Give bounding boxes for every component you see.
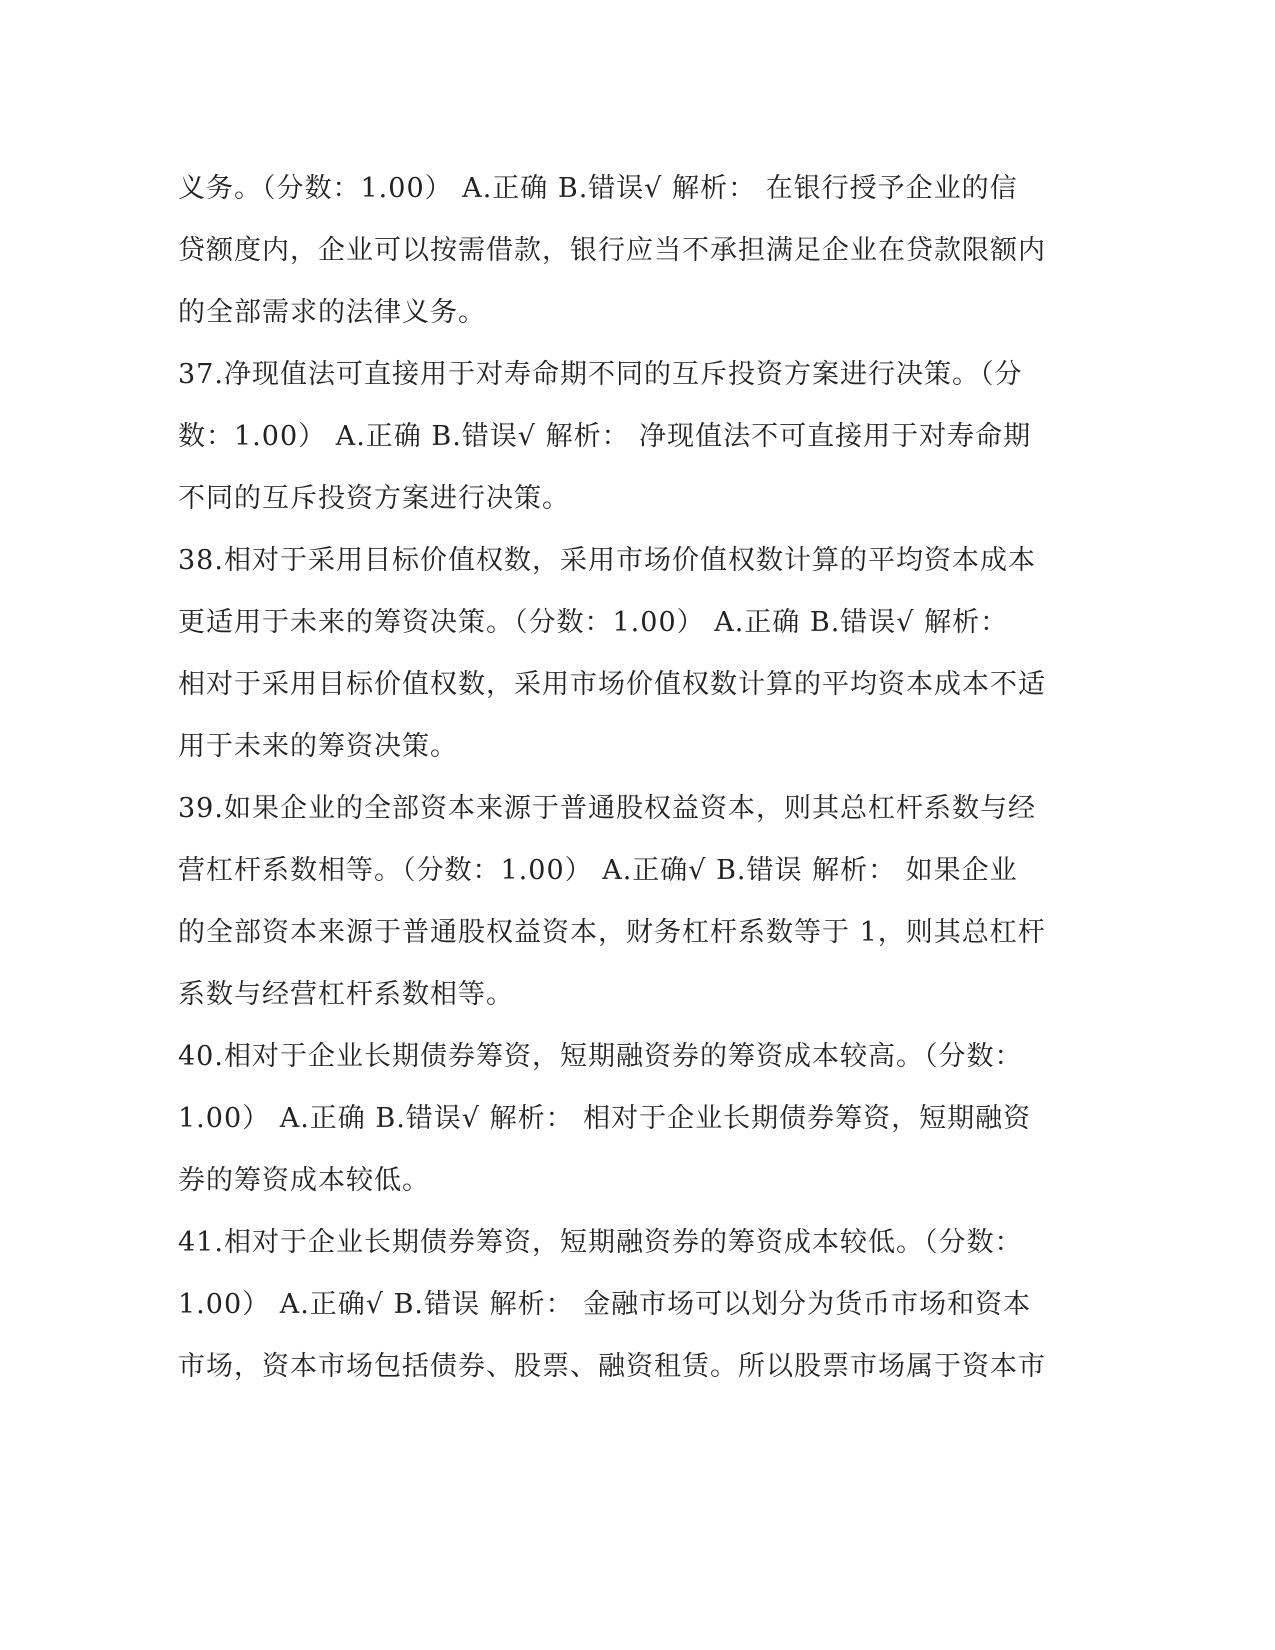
document-body xyxy=(178,158,1058,1398)
text-line: 券的筹资成本较低。 xyxy=(178,1165,430,1196)
text-line: 39.如果企业的全部资本来源于普通股权益资本，则其总杠杆系数与经 xyxy=(178,793,1036,824)
text-line: 40.相对于企业长期债券筹资，短期融资券的筹资成本较高。（分数： xyxy=(178,1041,1023,1072)
text-line: 37.净现值法可直接用于对寿命期不同的互斥投资方案进行决策。（分 xyxy=(178,359,1023,390)
text-line: 用于未来的筹资决策。 xyxy=(178,731,458,762)
text-line: 1.00） A.正确 B.错误√ 解析： 相对于企业长期债券筹资，短期融资 xyxy=(178,1103,1032,1134)
text-line: 义务。（分数：1.00） A.正确 B.错误√ 解析： 在银行授予企业的信 xyxy=(178,173,1018,204)
text-line: 相对于采用目标价值权数，采用市场价值权数计算的平均资本成本不适 xyxy=(178,669,1046,700)
text-line: 市场，资本市场包括债券、股票、融资租赁。所以股票市场属于资本市 xyxy=(178,1351,1046,1382)
text-line: 不同的互斥投资方案进行决策。 xyxy=(178,483,570,514)
text-line: 的全部需求的法律义务。 xyxy=(178,297,486,328)
text-line: 贷额度内，企业可以按需借款，银行应当不承担满足企业在贷款限额内 xyxy=(178,235,1046,266)
text-line: 1.00） A.正确√ B.错误 解析： 金融市场可以划分为货币市场和资本 xyxy=(178,1289,1032,1320)
text-line: 41.相对于企业长期债券筹资，短期融资券的筹资成本较低。（分数： xyxy=(178,1227,1023,1258)
text-line: 营杠杆系数相等。（分数：1.00） A.正确√ B.错误 解析： 如果企业 xyxy=(178,855,1018,886)
text-line: 数：1.00） A.正确 B.错误√ 解析： 净现值法不可直接用于对寿命期 xyxy=(178,421,1032,452)
text-line: 系数与经营杠杆系数相等。 xyxy=(178,979,514,1010)
text-line: 38.相对于采用目标价值权数，采用市场价值权数计算的平均资本成本 xyxy=(178,545,1036,576)
text-line: 的全部资本来源于普通股权益资本，财务杠杆系数等于 1，则其总杠杆 xyxy=(178,917,1046,948)
text-line: 更适用于未来的筹资决策。（分数：1.00） A.正确 B.错误√ 解析： xyxy=(178,607,1009,638)
